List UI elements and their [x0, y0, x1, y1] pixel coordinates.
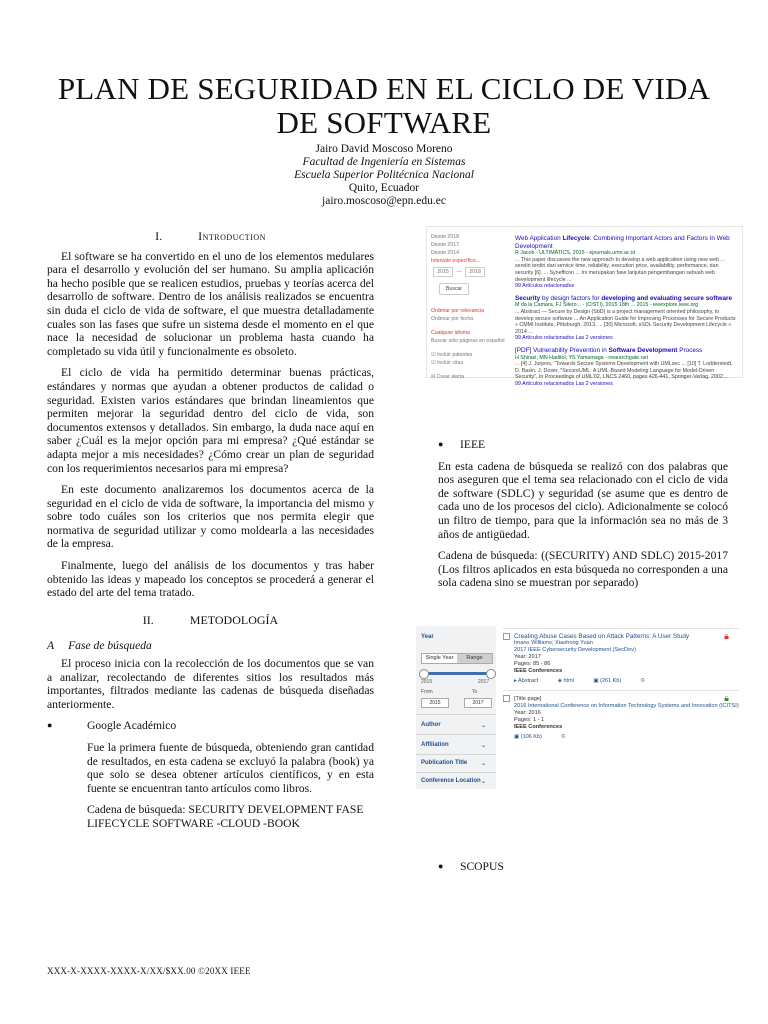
chevron-down-icon: ⌄	[481, 743, 487, 749]
year-from-input[interactable]: 2015	[433, 267, 453, 277]
sort-relevance[interactable]: Ordenar por relevancia	[431, 308, 485, 314]
author-block	[0, 143, 768, 208]
author-school: Escuela Superior Politécnica Nacional	[294, 169, 474, 181]
range-tab[interactable]: Range	[457, 654, 492, 663]
result-source: M da la Camara, FJ Silero... - (CISTI), 2015 18th ... 2015 - ieeexplore.ieee.org	[515, 302, 699, 309]
ieee-result	[503, 695, 739, 741]
result-title[interactable]: [PDF] Vulnerability Prevention in Software Development Process	[515, 346, 703, 354]
to-label: To	[472, 689, 478, 695]
result-pages: Pages: 1 - 1	[514, 717, 545, 724]
result-title[interactable]: [Title page]	[514, 696, 542, 703]
facet-affiliation[interactable]: Affiliation ⌄	[421, 742, 487, 749]
year-facet-header[interactable]: Year	[421, 634, 434, 640]
result-venue[interactable]: 2017 IEEE Cybersecurity Development (SecDev)	[514, 647, 636, 654]
divider	[416, 734, 496, 735]
bullet-ieee	[438, 438, 728, 452]
result-type: IEEE Conferences	[514, 724, 563, 731]
select-checkbox[interactable]	[503, 695, 510, 702]
sort-date[interactable]: Ordenar por fecha	[431, 316, 474, 322]
bullet-label: IEEE	[460, 438, 486, 451]
divider	[503, 690, 739, 691]
bullet-label: SCOPUS	[460, 860, 504, 873]
author-location: Quito, Ecuador	[348, 182, 420, 194]
result-year: Year: 2016	[514, 710, 541, 717]
result-venue[interactable]: 2016 International Conference on Information Technology Systems and Innovation (ICITSI)	[514, 703, 739, 710]
section-title: METODOLOGÍA	[189, 612, 279, 627]
result-snippet: ... Abstract — Secure by Design (SbD) is a project management oriented philosophy, to develop secure software ... An Application Guide for Improving Processes for Secure Products » CMMI Institute, Pittsburgh, 2013. ... [30] Microsoft, sSDL Security Development Lifecycle » 2014 ...	[515, 308, 736, 335]
intro-paragraph-4: Finalmente, luego del análisis de los documentos y tras haber obtenido las ideas y mapeado los conceptos se procederá a generar el estado del arte del tema tratado.	[47, 559, 374, 600]
lock-open-icon	[724, 696, 729, 701]
facet-conference-location[interactable]: Conference Location ⌄	[421, 778, 487, 785]
ieee-screenshot	[416, 626, 741, 789]
ieee-search-string: Cadena de búsqueda: ((SECURITY) AND SDLC) 2015-2017 (Los filtros aplicados en esta búsqueda no corresponden a una sola cadena sino se muestran por separado)	[438, 549, 728, 590]
result-source: H Shirazi, MN Haditol, YS Yamamaga - researchgate.net	[515, 354, 649, 361]
scholar-sidebar: Desde 2018 Desde 2017 Desde 2014 Intervalo específico... 2015 — 2018 Buscar Ordenar por relevancia Ordenar por fecha Cualquier idioma Buscar sólo páginas en español ☑ Incluir patentes ☑ Incluir citas ✉ Crear alerta	[431, 233, 509, 381]
copyright-footer: XXX-X-XXXX-XXXX-X/XX/$XX.00 ©20XX IEEE	[47, 966, 251, 976]
single-year-tab[interactable]: Single Year	[422, 654, 457, 663]
filter-option-custom[interactable]: Intervalo específico...	[431, 258, 481, 264]
language-any[interactable]: Cualquier idioma	[431, 330, 470, 336]
result-snippet: ... This paper discusses the new approach to develop a web application using new web ... sendiri terdiri dari service time, reliability, execution price, availability, performance, dan security [6]. ... Synefficon ... Ini merupakan fase lanjutan pengembangan sebuah web development lifecycle ...	[515, 256, 725, 283]
chevron-down-icon: ⌄	[481, 761, 487, 767]
result-links[interactable]: 99 Artículos relacionados Las 2 versiones	[515, 335, 613, 342]
include-citations-checkbox[interactable]: Incluir citas	[437, 360, 464, 366]
result-links[interactable]: 99 Artículos relacionados	[515, 283, 575, 290]
divider	[416, 754, 496, 755]
pdf-link[interactable]: ▣ (106 Kb)	[514, 734, 542, 741]
bullet-label: Google Académico	[87, 719, 177, 733]
google-search-string: Cadena de búsqueda: SECURITY DEVELOPMENT FASE LIFECYCLE SOFTWARE -CLOUD -BOOK	[87, 803, 364, 830]
year-toggle	[421, 653, 493, 664]
abstract-link[interactable]: ▸ Abstract	[514, 678, 539, 685]
result-item	[515, 235, 737, 290]
chevron-down-icon: ⌄	[481, 779, 487, 785]
ieee-result	[503, 633, 739, 685]
intro-paragraph-3: En este documento analizaremos los documentos acerca de la seguridad en el ciclo de vida de software, la importancia del mismo y sobre todo cuáles son los criterios que nos permita elegir que normativa de seguridad utilizar y como moldearla a las necesidades de la empresa.	[47, 483, 374, 551]
paper-title: PLAN DE SEGURIDAD EN EL CICLO DE VIDA DE SOFTWARE	[57, 71, 711, 140]
bullet-dot: ●	[438, 861, 444, 871]
result-title[interactable]: Security by design factors for developing and evaluating secure software	[515, 294, 733, 302]
filter-option[interactable]: Desde 2014	[431, 250, 459, 256]
result-source: R Jacob - ULTIMATICS, 2015 - ejournals.umn.ac.id	[515, 250, 636, 257]
subsection-letter: A	[47, 639, 55, 653]
divider	[503, 628, 739, 629]
lock-icon	[724, 634, 729, 639]
result-title[interactable]: Creating Abuse Cases Based on Attack Patterns: A User Study	[514, 633, 690, 641]
html-link[interactable]: ◈ html	[557, 678, 574, 685]
result-pages: Pages: 85 - 86	[514, 661, 551, 668]
intro-paragraph-1: El software se ha convertido en el uno de los elementos medulares para el desarrollo y evolución del ser humano. Su amplia aplicación ha hecho posible que se realicen estudios, pruebas y teorías acerca del desarrollo de software. Dentro de los análisis realizados se encuentra sin duda el ciclo de vida de software, el que muestra detalladamente cuales son las fases que sufre un sistema desde el momento en el que nace la necesidad de solucionar un problema hasta cuando ha completado su vida útil y funcionalmente es obsoleto.	[47, 249, 374, 358]
result-item	[515, 295, 737, 342]
section-heading-intro	[47, 230, 374, 244]
result-title[interactable]: Web Application Lifecycle: Combining Important Actors and Factors In Web Development	[515, 235, 730, 250]
result-links[interactable]: 99 Artículos relacionados Las 2 versiones	[515, 380, 613, 387]
slider-min-label: 2015	[421, 679, 433, 685]
result-item	[515, 347, 737, 388]
bullet-dot: ●	[47, 720, 53, 731]
facet-author[interactable]: Author ⌄	[421, 722, 487, 729]
filter-option[interactable]: Desde 2018	[431, 234, 459, 240]
method-paragraph: El proceso inicia con la recolección de los documentos que se van a analizar, recolectando de diferentes sitios los resultados más importantes, filtrados mediante las cadenas de búsqueda diseñadas anteriormente.	[47, 657, 374, 711]
scopus-block	[438, 860, 728, 874]
slider-max-label: 2017	[478, 679, 490, 685]
from-label: From	[421, 689, 433, 695]
subsection-title: Fase de búsqueda	[68, 639, 152, 653]
filter-option[interactable]: Desde 2017	[431, 242, 459, 248]
ieee-paragraph: En esta cadena de búsqueda se realizó con dos palabras que nos aseguren que el tema sea relacionado con el ciclo de vida de software (SDLC) y seguridad (se asume que es dentro de cada uno de los procesos del ciclo). Adicionalmente se colocó un filtro de tiempo, para que la información sea no más de 3 años de antigüedad.	[438, 459, 728, 541]
section-heading-method	[47, 614, 374, 628]
language-spanish[interactable]: Buscar sólo páginas en español	[431, 338, 505, 344]
create-alert-link[interactable]: Crear alerta	[436, 374, 465, 380]
year-slider-track[interactable]	[421, 672, 491, 675]
search-button[interactable]: Buscar	[439, 283, 469, 295]
section-number: II.	[142, 612, 154, 627]
bullet-google	[47, 719, 374, 733]
subsection-heading	[47, 639, 374, 653]
copyright-icon[interactable]: ©	[561, 734, 566, 741]
scholar-results	[515, 235, 737, 392]
slider-handle-min[interactable]	[419, 669, 429, 679]
google-block	[47, 741, 374, 831]
select-checkbox[interactable]	[503, 633, 510, 640]
slider-handle-max[interactable]	[486, 669, 496, 679]
to-year-input[interactable]: 2017	[464, 698, 492, 708]
from-year-input[interactable]: 2015	[421, 698, 449, 708]
result-authors[interactable]: Imano Williams; Xiaohong Yuan	[514, 640, 593, 647]
result-tools	[514, 678, 739, 685]
ieee-filter-panel	[416, 626, 496, 789]
copyright-icon[interactable]: ©	[640, 678, 645, 685]
intro-paragraph-2: El ciclo de vida ha permitido determinar buenas prácticas, estándares y normas que ayudan a obtener productos de calidad o seguridad. Existen varios estándares que brindan lineamientos que permiten mejorar la seguridad dentro del ciclo de vida, son documentos extensos y detallados. Sin embargo, la duda nace aquí en saber ¿Cuál es la mejor opción para mi empresa? ¿Qué estándar se adapta mejor a mis necesidades? ¿Cómo crear un plan de seguridad con los requerimientos necesarios para mi empresa?	[47, 366, 374, 475]
include-patents-checkbox[interactable]: Incluir patentes	[437, 352, 473, 358]
author-name: Jairo David Moscoso Moreno	[315, 143, 453, 155]
facet-publication-title[interactable]: Publication Title ⌄	[421, 760, 487, 767]
divider	[416, 714, 496, 715]
author-faculty: Facultad de Ingeniería en Sistemas	[302, 156, 466, 168]
divider	[416, 772, 496, 773]
scholar-screenshot	[426, 226, 743, 387]
author-email[interactable]: jairo.moscoso@epn.edu.ec	[322, 195, 446, 207]
result-snippet: ... [4] J. Jurjens, "Towards Secure Systems Development with UMLsec ... [10] T. Lodderstedt, D. Basin, J. Doser, "SecureUML: A UML-Based Modeling Language for Model-Driven Security", In Proceedings of UML'02, LNCS 2460, pages 426-441, Springer-Verlag, 2002 ...	[515, 361, 733, 381]
google-paragraph: Fue la primera fuente de búsqueda, obteniendo gran cantidad de resultados, en esta cadena se excluyó la palabra (book) ya que solo se desea obtener artículos científicos, y en esta fuente se encuentran tanto artículos como libros.	[87, 741, 374, 795]
bullet-scopus	[438, 860, 728, 874]
pdf-link[interactable]: ▣ (261 Kb)	[593, 678, 622, 685]
section-title: Introduction	[198, 229, 266, 243]
bullet-dot: ●	[438, 439, 444, 449]
section-number: I.	[155, 229, 163, 243]
result-tools	[514, 734, 739, 741]
ieee-results	[503, 626, 739, 741]
year-to-input[interactable]: 2018	[465, 267, 485, 277]
chevron-down-icon: ⌄	[481, 723, 487, 729]
right-column	[438, 432, 728, 598]
result-type: IEEE Conferences	[514, 668, 563, 675]
result-year: Year: 2017	[514, 654, 541, 661]
left-column	[47, 230, 374, 839]
